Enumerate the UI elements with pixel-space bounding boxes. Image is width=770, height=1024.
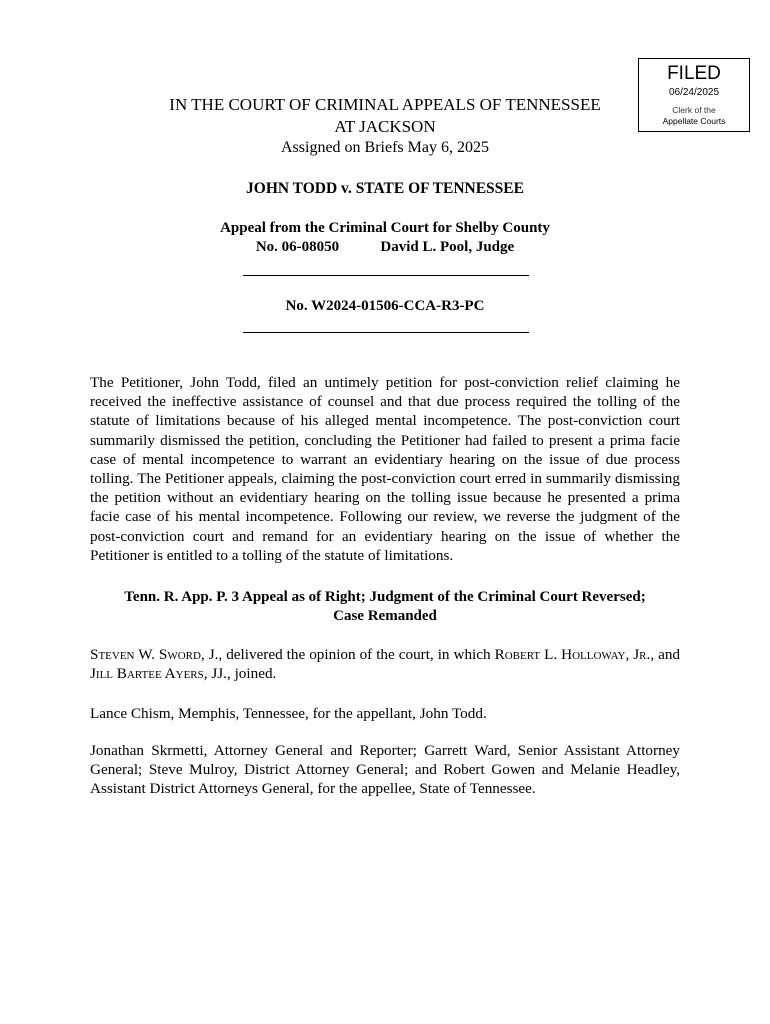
docket-number: No. W2024-01506-CCA-R3-PC — [285, 298, 485, 314]
divider-top — [243, 275, 529, 276]
court-name: IN THE COURT OF CRIMINAL APPEALS OF TENNESSEE — [169, 95, 601, 114]
holding-line-2: Case Remanded — [333, 608, 437, 624]
judge-holloway: Robert L. Holloway — [494, 646, 626, 663]
clerk-line-1: Clerk of the — [672, 105, 716, 115]
author-name: Steven W. Sword — [90, 646, 201, 663]
assigned-date: Assigned on Briefs May 6, 2025 — [281, 139, 489, 156]
author-text-3: , and — [650, 646, 681, 663]
holding-line-1: Tenn. R. App. P. 3 Appeal as of Right; Judgment of the Criminal Court Reversed; — [124, 589, 646, 605]
opinion-author-line — [90, 645, 680, 683]
judge-ayers: Jill Bartee Ayers — [90, 665, 204, 683]
author-text-4: , JJ., joined. — [203, 665, 277, 683]
trial-number: No. 06-08050 — [255, 239, 340, 255]
author-text-2: , — [625, 646, 634, 663]
appeal-from: Appeal from the Criminal Court for Shelby County — [220, 220, 550, 236]
clerk-line-2: Appellate Courts — [662, 116, 726, 126]
trial-info — [100, 239, 670, 256]
author-text-1: , J., delivered the opinion of the court, in which — [200, 646, 495, 663]
court-location: AT JACKSON — [334, 117, 436, 136]
case-title: JOHN TODD v. STATE OF TENNESSEE — [246, 180, 524, 197]
trial-judge: David L. Pool, Judge — [380, 239, 515, 255]
counsel-appellee: Jonathan Skrmetti, Attorney General and Reporter; Garrett Ward, Senior Assistant Attorney General; Steve Mulroy, District Attorney General; and Robert Gowen and Melanie Headley, Assistant District Attorneys General, for the appellee, State of Tennessee. — [90, 742, 680, 798]
judge-suffix: Jr. — [633, 646, 651, 663]
counsel-appellant: Lance Chism, Memphis, Tennessee, for the appellant, John Todd. — [90, 705, 487, 722]
holding — [90, 588, 680, 626]
case-summary: The Petitioner, John Todd, filed an untimely petition for post-conviction relief claiming he received the ineffective assistance of counsel and that due process required the tolling of the statute of limitations because of his alleged mental incompetence. The post-conviction court summarily dismissed the petition, concluding the Petitioner had failed to present a prima facie case of mental incompetence to warrant an evidentiary hearing on the issue of due process tolling. The Petitioner appeals, claiming the post-conviction court erred in summarily dismissing the petition without an evidentiary hearing on the tolling issue because he presented a prima facie case of his mental incompetence. Following our review, we reverse the judgment of the post-conviction court and remand for an evidentiary hearing on the issue of whether the Petitioner is entitled to a tolling of the statute of limitations. — [90, 374, 680, 564]
divider-bottom — [243, 332, 529, 333]
filed-date: 06/24/2025 — [668, 87, 720, 98]
filed-label: FILED — [667, 63, 721, 84]
